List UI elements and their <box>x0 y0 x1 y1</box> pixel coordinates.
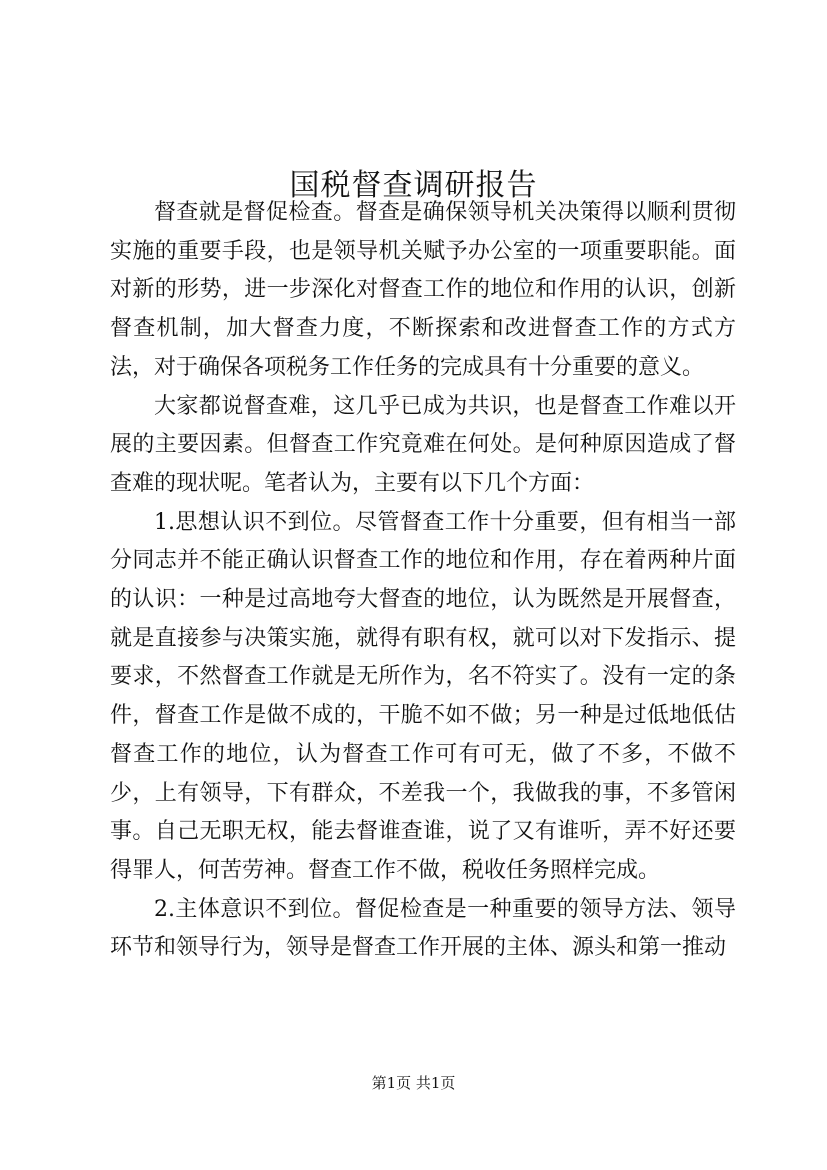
paragraph-2: 大家都说督查难，这几乎已成为共识，也是督查工作难以开展的主要因素。但督查工作究竟难在何处。是何种原因造成了督查难的现状呢。笔者认为，主要有以下几个方面： <box>110 393 736 496</box>
paragraph-1: 督查就是督促检查。督查是确保领导机关决策得以顺利贯彻实施的重要手段，也是领导机关赋予办公室的一项重要职能。面对新的形势，进一步深化对督查工作的地位和作用的认识，创新督查机制，加大督查力度，不断探索和改进督查工作的方式方法，对于确保各项税务工作任务的完成具有十分重要的意义。 <box>110 200 736 380</box>
document-body <box>110 194 736 968</box>
paragraph-3: 1.思想认识不到位。尽管督查工作十分重要，但有相当一部分同志并不能正确认识督查工作的地位和作用，存在着两种片面的认识：一种是过高地夸大督查的地位，认为既然是开展督查，就是直接参与决策实施，就得有职有权，就可以对下发指示、提要求，不然督查工作就是无所作为，名不符实了。没有一定的条件，督查工作是做不成的，干脆不如不做；另一种是过低地低估督查工作的地位，认为督查工作可有可无，做了不多，不做不少，上有领导，下有群众，不差我一个，我做我的事，不多管闲事。自己无职无权，能去督谁查谁，说了又有谁听，弄不好还要得罪人，何苦劳神。督查工作不做，税收任务照样完成。 <box>110 509 736 883</box>
paragraph-4: 2.主体意识不到位。督促检查是一种重要的领导方法、领导环节和领导行为，领导是督查工作开展的主体、源头和第一推动 <box>110 896 736 961</box>
document-title: 国税督查调研报告 <box>289 168 538 204</box>
page-footer: 第1页 共1页 <box>371 1074 456 1092</box>
